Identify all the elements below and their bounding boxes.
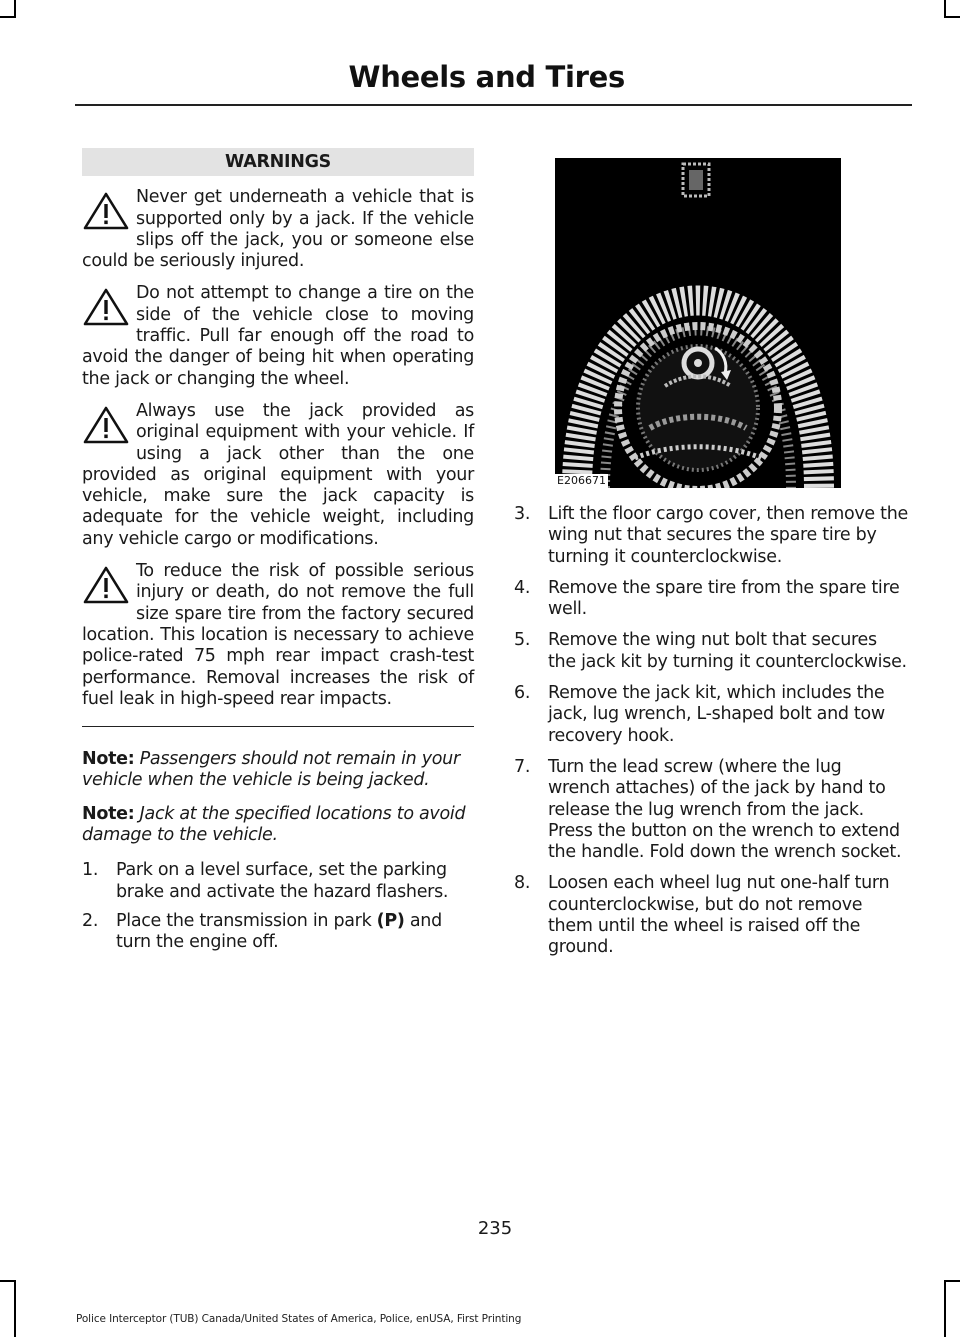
- step-item: [514, 757, 908, 863]
- step-text: Park on a level surface, set the parking brake and activate the hazard flashers.: [116, 860, 449, 902]
- step-number: 3.: [514, 504, 531, 524]
- steps-list-left: [82, 860, 474, 953]
- note-text: Jack at the specified locations to avoid damage to the vehicle.: [82, 803, 466, 846]
- step-number: 4.: [514, 577, 531, 598]
- left-column: [82, 148, 474, 962]
- warning-triangle-icon: [82, 405, 130, 445]
- step-text: Remove the spare tire from the spare tire well.: [548, 577, 900, 620]
- warning-text: Always use the jack provided as original equipment with your vehicle. If using a jack other than the one provided as original equipment with your vehicle, make sure the jack capacity is adequate for the vehicle weight, including any vehicle cargo or modifications.: [82, 400, 474, 549]
- park-symbol: (P): [376, 910, 405, 931]
- header-rule: [75, 104, 912, 106]
- warnings-heading: WARNINGS: [82, 148, 474, 176]
- warning-item: [82, 283, 474, 389]
- warning-triangle-icon: [82, 287, 130, 327]
- crop-mark-top-left-h: [0, 16, 16, 18]
- warning-triangle-icon: [82, 191, 130, 231]
- step-text: Loosen each wheel lug nut one-half turn counterclockwise, but do not remove them until the wheel is raised off the ground.: [548, 873, 890, 958]
- step-text: Remove the wing nut bolt that secures the jack kit by turning it counterclockwise.: [548, 630, 907, 672]
- warning-item: [82, 561, 474, 710]
- warning-text: Never get underneath a vehicle that is supported only by a jack. If the vehicle slips off the jack, you or someone else could be seriously injured.: [82, 187, 474, 272]
- page-number: 235: [477, 1218, 513, 1239]
- crop-mark-bottom-left-h: [0, 1280, 16, 1282]
- note-text: Passengers should not remain in your vehicle when the vehicle is being jacked.: [82, 749, 460, 791]
- step-text-before: Place the transmission in park: [116, 910, 377, 931]
- note: [82, 804, 474, 847]
- figure-code: E206671: [557, 474, 606, 487]
- step-number: 8.: [514, 873, 531, 894]
- step-text: Remove the jack kit, which includes the jack, lug wrench, L-shaped bolt and tow recovery hook.: [548, 683, 885, 746]
- right-column: [514, 158, 908, 969]
- step-number: 2.: [82, 910, 99, 931]
- crop-mark-bottom-right-h: [944, 1280, 960, 1282]
- step-number: 7.: [514, 756, 531, 777]
- step-item: [514, 873, 908, 958]
- step-text: Lift the floor cargo cover, then remove the wing nut that secures the spare tire by turning it counterclockwise.: [548, 504, 908, 567]
- crop-mark-top-right-h: [944, 16, 960, 18]
- warning-item: [82, 401, 474, 550]
- step-item: [82, 911, 474, 954]
- warning-triangle-icon: [82, 565, 130, 605]
- crop-mark-bottom-right-v: [944, 1280, 946, 1337]
- steps-list-right: [514, 504, 908, 959]
- step-item: [82, 860, 474, 903]
- spare-tire-figure: [555, 158, 841, 488]
- warning-text: Do not attempt to change a tire on the side of the vehicle close to moving traffic. Pull far enough off the road to avoid the danger of being hit when operating the jack or changing the wheel.: [82, 283, 474, 389]
- step-number: 5.: [514, 630, 531, 651]
- note-label: Note:: [82, 803, 135, 824]
- step-number: 6.: [514, 683, 531, 704]
- section-divider: [82, 726, 474, 727]
- step-item: [514, 578, 908, 621]
- warning-item: [82, 187, 474, 272]
- spare-tire-illustration: [555, 158, 841, 488]
- warning-text: To reduce the risk of possible serious injury or death, do not remove the full size spare tire from the factory secured location. This location is necessary to achieve police-rated 75 mph rear impact crash-test performance. Removal increases the risk of fuel leak in high-speed rear impacts.: [82, 561, 474, 709]
- crop-mark-bottom-left-v: [14, 1280, 16, 1337]
- step-item: [514, 504, 908, 568]
- step-text: Turn the lead screw (where the lug wrench attaches) of the jack by hand to release the lug wrench from the jack. Press the button on the wrench to extend the handle. Fold down the wrench socket.: [548, 756, 902, 863]
- step-item: [514, 630, 908, 673]
- note: [82, 749, 474, 792]
- step-number: 1.: [82, 860, 99, 881]
- step-text-after: and turn the engine off.: [116, 910, 442, 953]
- step-item: [514, 683, 908, 747]
- footer-text: Police Interceptor (TUB) Canada/United States of America, Police, enUSA, First Printing: [76, 1313, 522, 1325]
- note-label: Note:: [82, 749, 135, 770]
- page-title: Wheels and Tires: [348, 60, 625, 94]
